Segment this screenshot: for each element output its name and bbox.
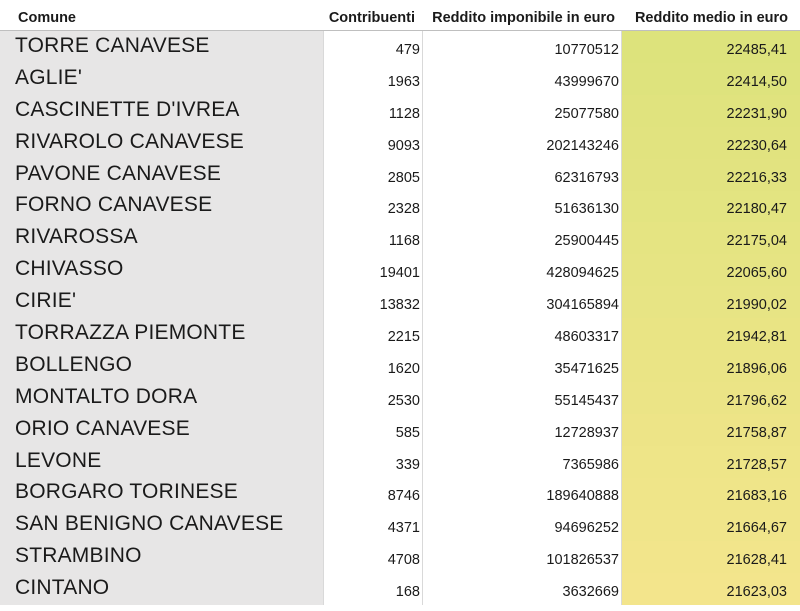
cell-reddito-imponibile[interactable]: 304165894 bbox=[546, 297, 619, 314]
cell-reddito-medio[interactable]: 22216,33 bbox=[726, 169, 787, 186]
cell-comune[interactable]: MONTALTO DORA bbox=[15, 384, 198, 408]
cell-comune[interactable]: ORIO CANAVESE bbox=[15, 416, 190, 440]
cell-reddito-medio[interactable]: 22180,47 bbox=[726, 201, 787, 218]
cell-comune[interactable]: CASCINETTE D'IVREA bbox=[15, 97, 240, 121]
cell-comune[interactable]: PAVONE CANAVESE bbox=[15, 161, 222, 185]
header-contribuenti[interactable]: Contribuenti bbox=[328, 10, 415, 26]
cell-reddito-medio[interactable]: 21664,67 bbox=[726, 520, 787, 537]
cell-reddito-imponibile[interactable]: 43999670 bbox=[554, 73, 619, 90]
header-row bbox=[0, 0, 800, 31]
cell-contribuenti[interactable]: 168 bbox=[395, 584, 420, 601]
table-body bbox=[0, 31, 800, 605]
cell-reddito-imponibile[interactable]: 10770512 bbox=[554, 42, 619, 58]
cell-reddito-medio[interactable]: 22231,90 bbox=[726, 105, 787, 122]
table-row[interactable] bbox=[0, 159, 800, 191]
cell-reddito-imponibile[interactable]: 62316793 bbox=[554, 169, 619, 186]
cell-comune[interactable]: STRAMBINO bbox=[15, 544, 142, 568]
cell-comune[interactable]: LEVONE bbox=[15, 448, 102, 472]
table-row[interactable] bbox=[0, 541, 800, 573]
cell-contribuenti[interactable]: 2215 bbox=[387, 329, 420, 346]
cell-comune[interactable]: CIRIE' bbox=[15, 289, 77, 313]
table-row[interactable] bbox=[0, 509, 800, 541]
cell-comune[interactable]: RIVAROLO CANAVESE bbox=[15, 129, 245, 153]
cell-comune[interactable]: CHIVASSO bbox=[15, 257, 124, 281]
header-reddito-medio[interactable]: Reddito medio in euro bbox=[634, 10, 788, 26]
cell-reddito-imponibile[interactable]: 51636130 bbox=[554, 201, 619, 218]
cell-comune[interactable]: FORNO CANAVESE bbox=[15, 193, 213, 217]
cell-reddito-imponibile[interactable]: 25900445 bbox=[554, 233, 619, 250]
cell-contribuenti[interactable]: 2805 bbox=[387, 169, 420, 186]
cell-reddito-medio[interactable]: 21628,41 bbox=[726, 552, 787, 569]
cell-comune[interactable]: TORRE CANAVESE bbox=[15, 34, 210, 57]
table-row[interactable] bbox=[0, 254, 800, 286]
cell-reddito-imponibile[interactable]: 55145437 bbox=[554, 392, 619, 409]
cell-contribuenti[interactable]: 585 bbox=[395, 424, 420, 441]
table-row[interactable] bbox=[0, 127, 800, 159]
cell-reddito-imponibile[interactable]: 202143246 bbox=[546, 137, 619, 154]
cell-reddito-medio[interactable]: 21623,03 bbox=[726, 584, 787, 601]
cell-reddito-medio[interactable]: 22414,50 bbox=[726, 73, 787, 90]
cell-reddito-imponibile[interactable]: 101826537 bbox=[546, 552, 619, 569]
table-row[interactable] bbox=[0, 446, 800, 478]
cell-reddito-medio[interactable]: 21990,02 bbox=[726, 297, 787, 314]
table-row[interactable] bbox=[0, 190, 800, 222]
table-row[interactable] bbox=[0, 477, 800, 509]
cell-reddito-medio[interactable]: 21758,87 bbox=[726, 424, 787, 441]
cell-contribuenti[interactable]: 8746 bbox=[387, 488, 420, 505]
cell-reddito-medio[interactable]: 22175,04 bbox=[726, 233, 787, 250]
cell-comune[interactable]: BORGARO TORINESE bbox=[15, 480, 238, 504]
cell-reddito-medio[interactable]: 21942,81 bbox=[726, 329, 787, 346]
cell-contribuenti[interactable]: 4708 bbox=[387, 552, 420, 569]
cell-contribuenti[interactable]: 1128 bbox=[388, 105, 420, 122]
table-row[interactable] bbox=[0, 63, 800, 95]
table-row[interactable] bbox=[0, 573, 800, 605]
cell-reddito-imponibile[interactable]: 7365986 bbox=[562, 456, 619, 473]
cell-reddito-medio[interactable]: 22485,41 bbox=[726, 42, 787, 58]
cell-contribuenti[interactable]: 2328 bbox=[387, 201, 420, 218]
cell-reddito-imponibile[interactable]: 35471625 bbox=[554, 360, 619, 377]
cell-reddito-imponibile[interactable]: 94696252 bbox=[554, 520, 619, 537]
cell-reddito-medio[interactable]: 22230,64 bbox=[726, 137, 787, 154]
cell-contribuenti[interactable]: 1620 bbox=[387, 360, 420, 377]
cell-reddito-imponibile[interactable]: 48603317 bbox=[554, 329, 619, 346]
cell-contribuenti[interactable]: 1168 bbox=[388, 233, 420, 250]
cell-reddito-imponibile[interactable]: 25077580 bbox=[554, 105, 619, 122]
table-row[interactable] bbox=[0, 31, 800, 63]
cell-comune[interactable]: SAN BENIGNO CANAVESE bbox=[15, 512, 284, 536]
table-row[interactable] bbox=[0, 95, 800, 127]
cell-contribuenti[interactable]: 4371 bbox=[387, 520, 420, 537]
cell-reddito-medio[interactable]: 21896,06 bbox=[726, 360, 787, 377]
header-reddito-imponibile[interactable]: Reddito imponibile in euro bbox=[432, 10, 615, 26]
table-row[interactable] bbox=[0, 286, 800, 318]
table-row[interactable] bbox=[0, 414, 800, 446]
cell-contribuenti[interactable]: 19401 bbox=[379, 265, 420, 282]
cell-contribuenti[interactable]: 339 bbox=[395, 456, 420, 473]
cell-comune[interactable]: RIVAROSSA bbox=[15, 225, 138, 249]
cell-comune[interactable]: BOLLENGO bbox=[15, 352, 133, 376]
cell-reddito-imponibile[interactable]: 189640888 bbox=[546, 488, 619, 505]
cell-contribuenti[interactable]: 479 bbox=[395, 42, 420, 58]
cell-reddito-imponibile[interactable]: 12728937 bbox=[554, 424, 619, 441]
table-row[interactable] bbox=[0, 382, 800, 414]
cell-reddito-medio[interactable]: 21683,16 bbox=[726, 488, 787, 505]
cell-reddito-medio[interactable]: 21728,57 bbox=[726, 456, 787, 473]
cell-contribuenti[interactable]: 2530 bbox=[387, 392, 420, 409]
cell-reddito-imponibile[interactable]: 3632669 bbox=[562, 584, 619, 601]
cell-reddito-medio[interactable]: 21796,62 bbox=[726, 392, 787, 409]
cell-contribuenti[interactable]: 1963 bbox=[387, 73, 420, 90]
cell-contribuenti[interactable]: 13832 bbox=[379, 297, 420, 314]
cell-contribuenti[interactable]: 9093 bbox=[387, 137, 420, 154]
cell-reddito-medio[interactable]: 22065,60 bbox=[726, 265, 787, 282]
header-comune[interactable]: Comune bbox=[18, 10, 76, 26]
table-row[interactable] bbox=[0, 318, 800, 350]
cell-comune[interactable]: CINTANO bbox=[15, 576, 110, 600]
cell-reddito-imponibile[interactable]: 428094625 bbox=[546, 265, 619, 282]
cell-comune[interactable]: AGLIE' bbox=[15, 65, 83, 89]
table-row[interactable] bbox=[0, 350, 800, 382]
table-row[interactable] bbox=[0, 222, 800, 254]
cell-comune[interactable]: TORRAZZA PIEMONTE bbox=[15, 321, 246, 345]
